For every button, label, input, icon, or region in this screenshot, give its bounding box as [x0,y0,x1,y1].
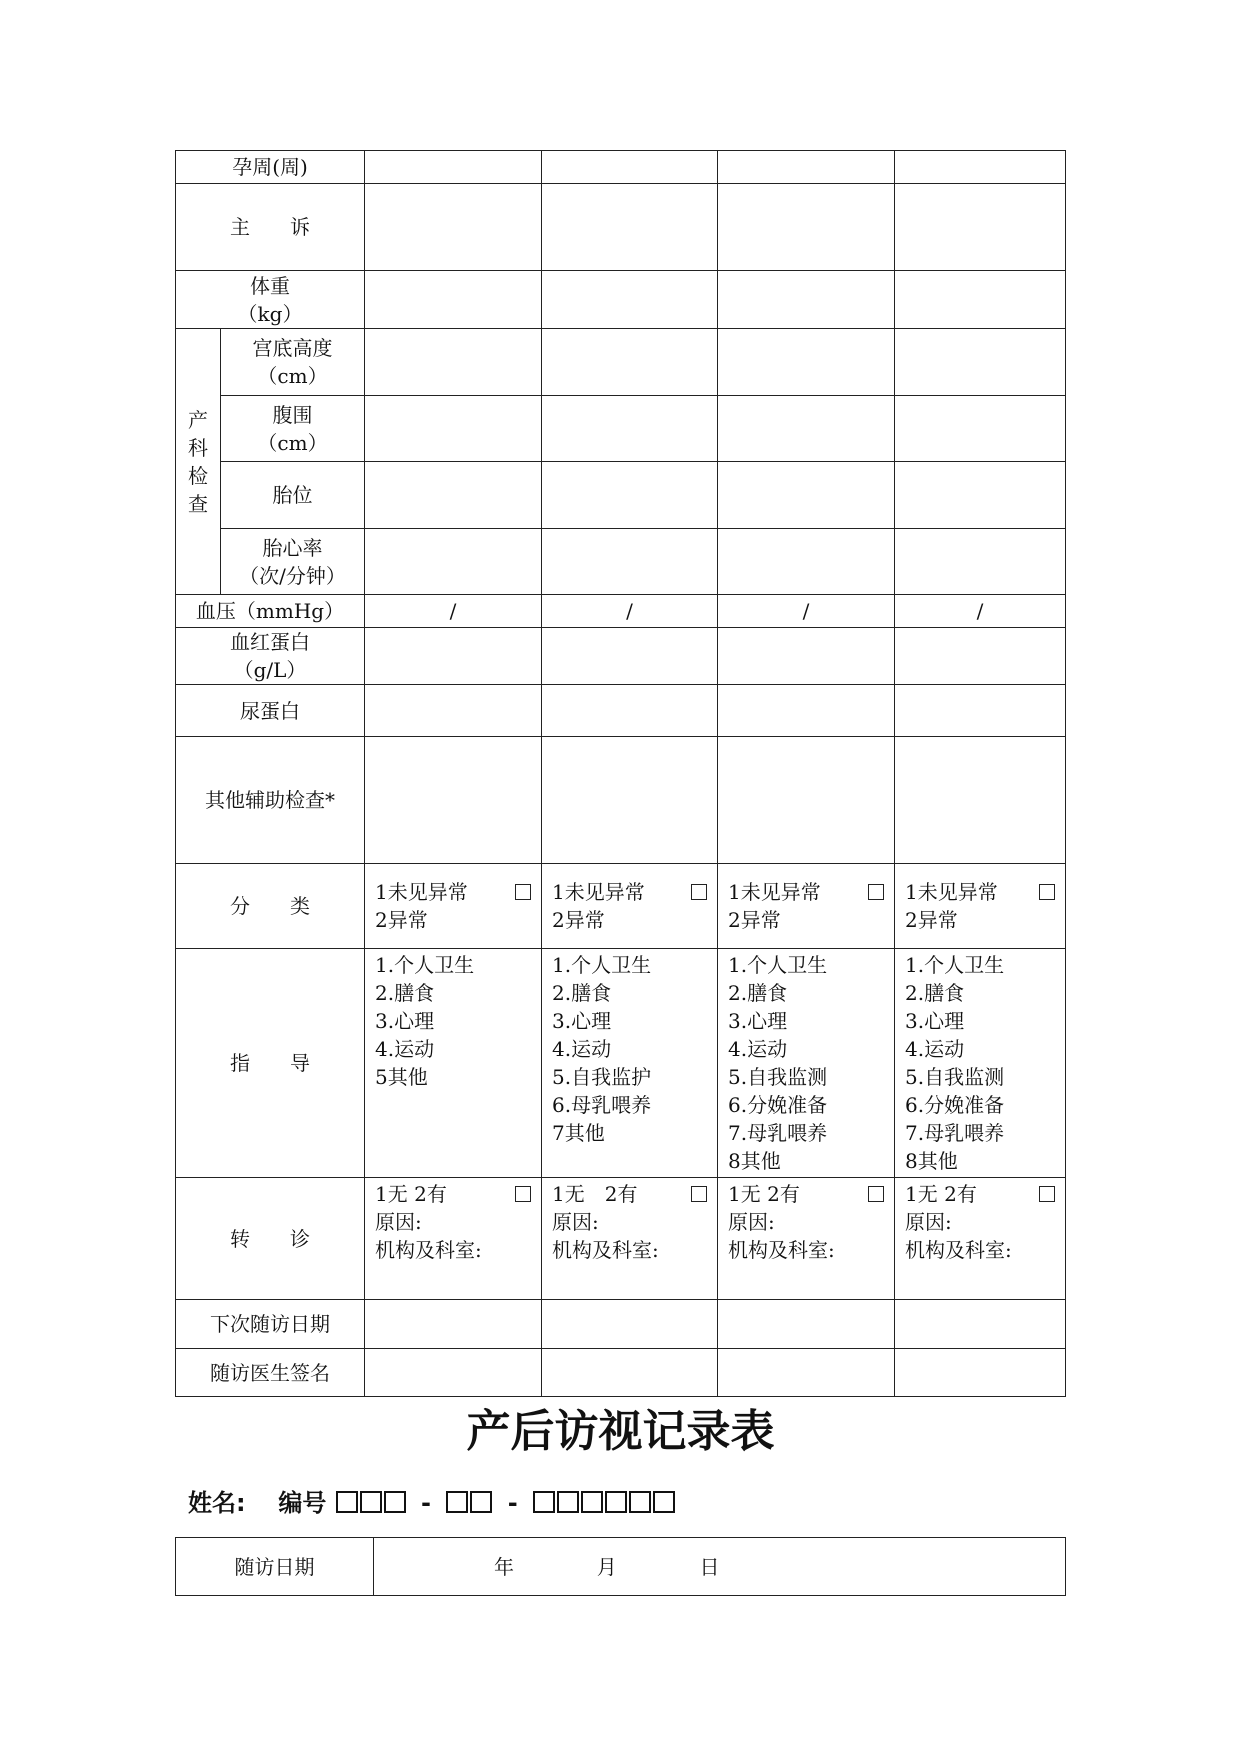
checkbox[interactable] [1039,1186,1055,1202]
option-no-abnormal: 1未见异常 [552,880,645,904]
input-cell[interactable] [718,271,895,329]
input-cell[interactable] [895,529,1066,595]
referral-reason: 原因: [375,1210,422,1234]
label-obstetric-exam-char: 产 [188,407,208,432]
row-doctor-signature [176,1349,1066,1397]
input-cell[interactable] [542,1349,718,1397]
input-cell[interactable] [895,184,1066,271]
input-cell[interactable] [365,1300,542,1349]
input-cell[interactable] [542,271,718,329]
guidance-cell [365,949,542,1178]
input-cell[interactable] [365,151,542,184]
label-gestational-week: 孕周(周) [176,151,365,184]
option-no-abnormal: 1未见异常 [375,880,468,904]
input-cell[interactable] [895,1300,1066,1349]
guidance-item: 7.母乳喂养 [905,1121,1005,1145]
label-fundal-height-line2: （cm） [257,364,328,388]
input-cell[interactable] [542,529,718,595]
label-fetal-heart-line1: 胎心率 [262,535,323,560]
id-digit-box[interactable] [533,1491,555,1513]
checkbox[interactable] [868,1186,884,1202]
visit-date-input[interactable] [374,1538,1066,1596]
label-hemoglobin-line1: 血红蛋白 [230,630,310,654]
input-cell[interactable] [365,329,542,396]
id-digit-box[interactable] [629,1491,651,1513]
classification-cell [718,864,895,949]
input-cell[interactable] [718,396,895,462]
label-fetal-heart-line2: （次/分钟） [239,563,346,588]
guidance-item: 1.个人卫生 [728,953,828,977]
row-other-exams [176,737,1066,864]
referral-cell [365,1178,542,1300]
guidance-item: 5其他 [375,1065,428,1089]
label-obstetric-exam-char: 检 [188,463,208,488]
label-abdominal-circumference [221,396,365,462]
label-obstetric-exam-char: 查 [188,491,208,516]
guidance-item: 7.母乳喂养 [728,1121,828,1145]
row-guidance [176,949,1066,1178]
label-weight-line2: （kg） [237,301,303,326]
guidance-item: 6.分娩准备 [728,1093,828,1117]
guidance-cell [718,949,895,1178]
input-cell[interactable] [895,737,1066,864]
month-label: 月 [596,1554,619,1579]
guidance-item: 1.个人卫生 [375,953,475,977]
label-fundal-height-line1: 宫底高度 [252,336,333,360]
referral-option: 1无 2有 [552,1182,638,1206]
checkbox[interactable] [515,884,531,900]
option-no-abnormal: 1未见异常 [728,880,821,904]
guidance-item: 1.个人卫生 [905,953,1005,977]
input-cell[interactable] [718,462,895,529]
postpartum-title: 产后访视记录表 [466,1406,775,1457]
referral-cell [895,1178,1066,1300]
label-urine-protein: 尿蛋白 [176,685,365,737]
input-cell[interactable] [542,737,718,864]
input-cell[interactable] [365,271,542,329]
option-abnormal: 2异常 [728,908,781,932]
guidance-item: 6.分娩准备 [905,1093,1005,1117]
input-cell[interactable] [365,628,542,685]
guidance-item: 8其他 [728,1149,781,1173]
input-cell[interactable] [718,737,895,864]
guidance-item: 4.运动 [375,1037,435,1061]
input-cell[interactable] [365,685,542,737]
guidance-item: 2.膳食 [552,981,612,1005]
input-cell[interactable] [365,462,542,529]
label-hemoglobin-line2: （g/L） [233,658,307,682]
label-weight-line1: 体重 [250,273,290,298]
input-cell[interactable] [895,1349,1066,1397]
label-fundal-height [221,329,365,396]
label-doctor-signature: 随访医生签名 [176,1349,365,1397]
id-digit-box[interactable] [384,1491,406,1513]
label-hemoglobin [176,628,365,685]
name-id-line [188,1486,676,1520]
label-obstetric-exam-char: 科 [188,435,208,460]
input-cell[interactable] [718,529,895,595]
id-label: 编号 [278,1489,327,1517]
input-cell[interactable] [542,685,718,737]
checkbox[interactable] [515,1186,531,1202]
bp-cell[interactable]: / [365,595,542,628]
label-other-exams: 其他辅助检查* [176,737,365,864]
input-cell[interactable] [895,151,1066,184]
label-blood-pressure: 血压（mmHg） [176,595,365,628]
classification-cell [542,864,718,949]
referral-option: 1无 2有 [905,1182,977,1206]
input-cell[interactable] [542,184,718,271]
input-cell[interactable] [895,628,1066,685]
day-label: 日 [699,1554,722,1579]
label-referral: 转 诊 [176,1178,365,1300]
guidance-item: 5.自我监测 [905,1065,1005,1089]
row-gestational-week [176,151,1066,184]
input-cell[interactable] [895,271,1066,329]
input-cell[interactable] [895,396,1066,462]
input-cell[interactable] [718,151,895,184]
row-fetal-heart-rate [176,529,1066,595]
guidance-item: 3.心理 [728,1009,788,1033]
id-digit-box[interactable] [557,1491,579,1513]
input-cell[interactable] [718,1349,895,1397]
postpartum-visit-table [175,1537,1066,1596]
id-digit-box[interactable] [653,1491,675,1513]
label-visit-date: 随访日期 [176,1538,374,1596]
guidance-item: 2.膳食 [728,981,788,1005]
row-urine-protein [176,685,1066,737]
guidance-item: 3.心理 [905,1009,965,1033]
guidance-item: 8其他 [905,1149,958,1173]
referral-reason: 原因: [905,1210,952,1234]
referral-institution: 机构及科室: [905,1238,1012,1262]
classification-cell [365,864,542,949]
row-classification [176,864,1066,949]
label-complaint: 主 诉 [176,184,365,271]
label-obstetric-exam [176,329,221,595]
referral-option: 1无 2有 [728,1182,800,1206]
input-cell[interactable] [542,628,718,685]
input-cell[interactable] [542,1300,718,1349]
input-cell[interactable] [542,396,718,462]
id-digit-box[interactable] [360,1491,382,1513]
id-digit-box[interactable] [336,1491,358,1513]
label-classification: 分 类 [176,864,365,949]
guidance-item: 1.个人卫生 [552,953,652,977]
guidance-item: 5.自我监测 [728,1065,828,1089]
referral-option: 1无 2有 [375,1182,447,1206]
option-abnormal: 2异常 [375,908,428,932]
referral-reason: 原因: [728,1210,775,1234]
guidance-item: 2.膳食 [905,981,965,1005]
row-hemoglobin [176,628,1066,685]
checkbox[interactable] [1039,884,1055,900]
input-cell[interactable] [365,529,542,595]
id-digit-box[interactable] [470,1491,492,1513]
row-weight [176,271,1066,329]
guidance-item: 6.母乳喂养 [552,1093,652,1117]
input-cell[interactable] [365,396,542,462]
referral-cell [542,1178,718,1300]
referral-institution: 机构及科室: [728,1238,835,1262]
bp-cell[interactable]: / [718,595,895,628]
label-next-visit-date: 下次随访日期 [176,1300,365,1349]
referral-cell [718,1178,895,1300]
input-cell[interactable] [718,685,895,737]
row-fetal-position [176,462,1066,529]
id-separator: - [507,1489,518,1517]
input-cell[interactable] [365,184,542,271]
label-fetal-heart-rate [221,529,365,595]
bp-cell[interactable]: / [895,595,1066,628]
guidance-item: 2.膳食 [375,981,435,1005]
referral-institution: 机构及科室: [375,1238,482,1262]
row-visit-date [176,1538,1066,1596]
year-label: 年 [494,1554,516,1579]
id-digit-box[interactable] [581,1491,603,1513]
row-referral [176,1178,1066,1300]
name-label: 姓名: [188,1489,246,1517]
label-weight [176,271,365,329]
input-cell[interactable] [895,685,1066,737]
guidance-item: 4.运动 [728,1037,788,1061]
input-cell[interactable] [542,329,718,396]
label-fetal-position: 胎位 [221,462,365,529]
input-cell[interactable] [542,151,718,184]
input-cell[interactable] [718,329,895,396]
input-cell[interactable] [718,184,895,271]
row-complaint [176,184,1066,271]
input-cell[interactable] [895,329,1066,396]
row-blood-pressure [176,595,1066,628]
referral-institution: 机构及科室: [552,1238,659,1262]
bp-cell[interactable]: / [542,595,718,628]
input-cell[interactable] [718,1300,895,1349]
referral-reason: 原因: [552,1210,599,1234]
guidance-item: 5.自我监护 [552,1065,652,1089]
input-cell[interactable] [895,462,1066,529]
guidance-item: 4.运动 [905,1037,965,1061]
row-fundal-height [176,329,1066,396]
checkbox[interactable] [868,884,884,900]
checkbox[interactable] [691,1186,707,1202]
input-cell[interactable] [718,628,895,685]
label-abdominal-line1: 腹围 [272,402,313,427]
option-abnormal: 2异常 [905,908,958,932]
checkbox[interactable] [691,884,707,900]
row-abdominal-circumference [176,396,1066,462]
option-abnormal: 2异常 [552,908,605,932]
input-cell[interactable] [365,1349,542,1397]
guidance-item: 4.运动 [552,1037,612,1061]
row-next-visit-date [176,1300,1066,1349]
option-no-abnormal: 1未见异常 [905,880,998,904]
prenatal-followup-table [175,150,1066,1397]
label-guidance: 指 导 [176,949,365,1178]
id-digit-box[interactable] [446,1491,468,1513]
input-cell[interactable] [365,737,542,864]
guidance-cell [895,949,1066,1178]
label-abdominal-line2: （cm） [257,430,328,455]
id-separator: - [421,1489,432,1517]
classification-cell [895,864,1066,949]
id-digit-box[interactable] [605,1491,627,1513]
guidance-item: 7其他 [552,1121,605,1145]
guidance-item: 3.心理 [375,1009,435,1033]
input-cell[interactable] [542,462,718,529]
guidance-cell [542,949,718,1178]
guidance-item: 3.心理 [552,1009,612,1033]
